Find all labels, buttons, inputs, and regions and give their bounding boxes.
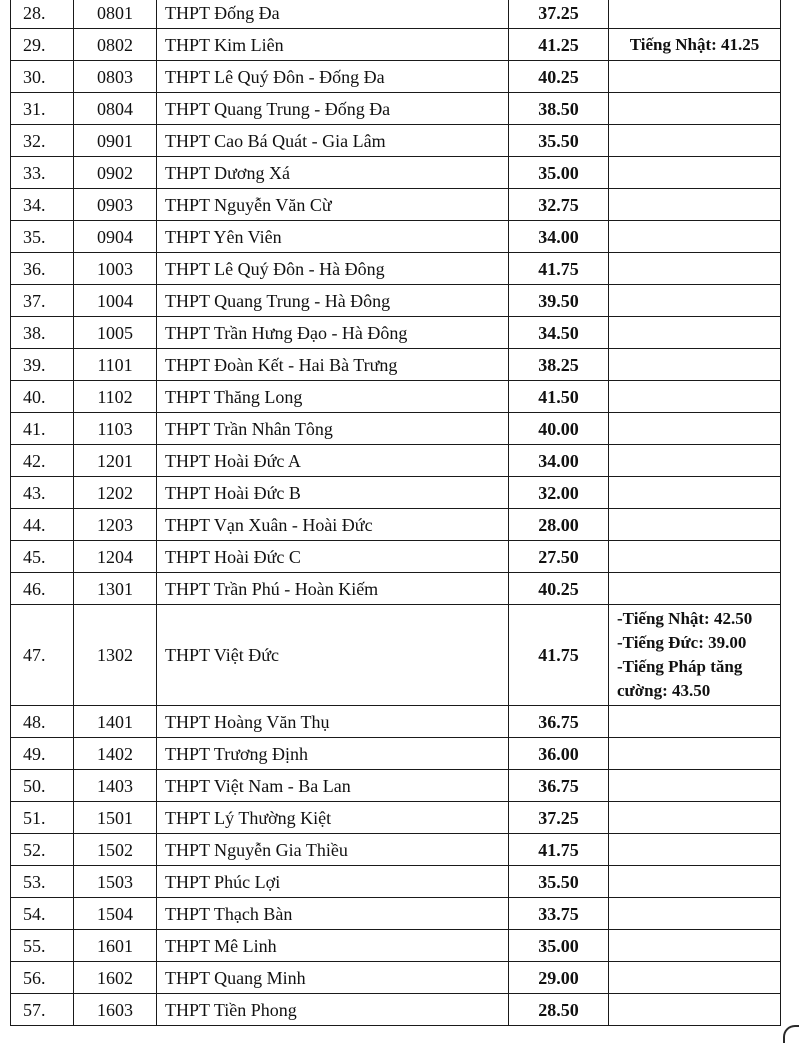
school-code: 1201 [74,445,157,477]
row-number: 54. [11,898,74,930]
table-row [11,509,781,541]
foreign-language-note [609,285,781,317]
table-row [11,317,781,349]
row-number: 52. [11,834,74,866]
cutoff-score: 35.50 [509,866,609,898]
row-number: 37. [11,285,74,317]
school-name: THPT Mê Linh [157,930,509,962]
school-code: 0904 [74,221,157,253]
school-code: 0804 [74,93,157,125]
row-number: 43. [11,477,74,509]
school-code: 1301 [74,573,157,605]
school-name: THPT Hoài Đức C [157,541,509,573]
table-row [11,930,781,962]
school-code: 1203 [74,509,157,541]
school-name: THPT Tiền Phong [157,994,509,1026]
table-row [11,834,781,866]
foreign-language-note [609,189,781,221]
cutoff-score: 41.75 [509,253,609,285]
foreign-language-note [609,0,781,29]
school-code: 1402 [74,738,157,770]
note-line: -Tiếng Nhật: 42.50 [617,609,753,628]
school-name: THPT Nguyễn Gia Thiều [157,834,509,866]
school-name: THPT Thăng Long [157,381,509,413]
row-number: 47. [11,605,74,706]
school-code: 1003 [74,253,157,285]
cutoff-score: 35.50 [509,125,609,157]
school-name: THPT Trương Định [157,738,509,770]
row-number: 46. [11,573,74,605]
table-row [11,61,781,93]
table-row [11,285,781,317]
cutoff-score: 40.25 [509,573,609,605]
school-name: THPT Đoàn Kết - Hai Bà Trưng [157,349,509,381]
table-row [11,413,781,445]
cutoff-score: 35.00 [509,157,609,189]
cutoff-score: 36.75 [509,706,609,738]
cutoff-score: 41.75 [509,605,609,706]
foreign-language-note [609,509,781,541]
school-name: THPT Lê Quý Đôn - Đống Đa [157,61,509,93]
school-code: 1503 [74,866,157,898]
foreign-language-note [609,413,781,445]
cutoff-score: 33.75 [509,898,609,930]
school-name: THPT Quang Trung - Hà Đông [157,285,509,317]
row-number: 50. [11,770,74,802]
admission-scores-table [10,0,781,1026]
table-row [11,221,781,253]
row-number: 32. [11,125,74,157]
school-code: 1501 [74,802,157,834]
table-row [11,477,781,509]
row-number: 41. [11,413,74,445]
school-name: THPT Lý Thường Kiệt [157,802,509,834]
cutoff-score: 35.00 [509,930,609,962]
school-name: THPT Trần Nhân Tông [157,413,509,445]
foreign-language-note [609,221,781,253]
row-number: 56. [11,962,74,994]
foreign-language-note [609,445,781,477]
row-number: 38. [11,317,74,349]
school-name: THPT Hoàng Văn Thụ [157,706,509,738]
table-row [11,802,781,834]
table-row [11,573,781,605]
foreign-language-note [609,349,781,381]
school-name: THPT Quang Trung - Đống Đa [157,93,509,125]
table-row [11,349,781,381]
school-code: 1602 [74,962,157,994]
foreign-language-note [609,898,781,930]
foreign-language-note [609,125,781,157]
school-code: 1603 [74,994,157,1026]
foreign-language-note [609,477,781,509]
row-number: 57. [11,994,74,1026]
table-row [11,381,781,413]
row-number: 55. [11,930,74,962]
foreign-language-note [609,317,781,349]
row-number: 44. [11,509,74,541]
table-body [11,0,781,1026]
foreign-language-note [609,253,781,285]
cutoff-score: 41.50 [509,381,609,413]
foreign-language-note [609,738,781,770]
page-edge-mark [783,1025,799,1043]
foreign-language-note [609,802,781,834]
table-row [11,125,781,157]
table-row [11,157,781,189]
row-number: 42. [11,445,74,477]
school-name: THPT Nguyễn Văn Cừ [157,189,509,221]
foreign-language-note [609,866,781,898]
school-code: 1101 [74,349,157,381]
school-code: 0901 [74,125,157,157]
school-code: 0902 [74,157,157,189]
school-name: THPT Hoài Đức B [157,477,509,509]
school-code: 1502 [74,834,157,866]
row-number: 45. [11,541,74,573]
school-code: 1302 [74,605,157,706]
table-row [11,962,781,994]
school-name: THPT Đống Đa [157,0,509,29]
school-code: 1005 [74,317,157,349]
school-code: 1102 [74,381,157,413]
note-line: -Tiếng Pháp tăng cường: 43.50 [617,657,743,700]
school-name: THPT Hoài Đức A [157,445,509,477]
cutoff-score: 32.00 [509,477,609,509]
school-name: THPT Dương Xá [157,157,509,189]
row-number: 48. [11,706,74,738]
school-name: THPT Kim Liên [157,29,509,61]
school-name: THPT Trần Phú - Hoàn Kiếm [157,573,509,605]
table-row [11,770,781,802]
table-row [11,541,781,573]
table-row [11,189,781,221]
foreign-language-note [609,770,781,802]
cutoff-score: 34.00 [509,221,609,253]
table-row [11,898,781,930]
school-code: 1601 [74,930,157,962]
school-name: THPT Cao Bá Quát - Gia Lâm [157,125,509,157]
row-number: 39. [11,349,74,381]
row-number: 40. [11,381,74,413]
cutoff-score: 39.50 [509,285,609,317]
table-row [11,445,781,477]
table-row [11,93,781,125]
school-name: THPT Lê Quý Đôn - Hà Đông [157,253,509,285]
note-line: Tiếng Nhật: 41.25 [629,34,760,54]
school-code: 1401 [74,706,157,738]
note-line: -Tiếng Đức: 39.00 [617,633,747,652]
cutoff-score: 38.25 [509,349,609,381]
foreign-language-note [609,962,781,994]
school-code: 1403 [74,770,157,802]
school-name: THPT Trần Hưng Đạo - Hà Đông [157,317,509,349]
school-code: 1004 [74,285,157,317]
school-code: 1504 [74,898,157,930]
school-name: THPT Quang Minh [157,962,509,994]
table-row [11,29,781,61]
cutoff-score: 28.50 [509,994,609,1026]
foreign-language-note [609,706,781,738]
cutoff-score: 40.00 [509,413,609,445]
school-name: THPT Yên Viên [157,221,509,253]
school-code: 0803 [74,61,157,93]
cutoff-score: 36.00 [509,738,609,770]
table-row [11,0,781,29]
row-number: 33. [11,157,74,189]
table-row [11,994,781,1026]
foreign-language-note [609,61,781,93]
cutoff-score: 41.75 [509,834,609,866]
foreign-language-note [609,157,781,189]
foreign-language-note [609,541,781,573]
row-number: 29. [11,29,74,61]
table-row [11,738,781,770]
row-number: 36. [11,253,74,285]
school-name: THPT Vạn Xuân - Hoài Đức [157,509,509,541]
table-row [11,866,781,898]
cutoff-score: 38.50 [509,93,609,125]
row-number: 49. [11,738,74,770]
foreign-language-note [609,381,781,413]
school-code: 0903 [74,189,157,221]
foreign-language-note [609,930,781,962]
cutoff-score: 29.00 [509,962,609,994]
cutoff-score: 28.00 [509,509,609,541]
foreign-language-note [609,29,781,61]
row-number: 30. [11,61,74,93]
row-number: 28. [11,0,74,29]
school-name: THPT Phúc Lợi [157,866,509,898]
school-code: 0801 [74,0,157,29]
foreign-language-note [609,834,781,866]
table-row [11,253,781,285]
table-row [11,706,781,738]
cutoff-score: 34.50 [509,317,609,349]
school-code: 0802 [74,29,157,61]
table-row [11,605,781,706]
foreign-language-note [609,93,781,125]
school-name: THPT Thạch Bàn [157,898,509,930]
cutoff-score: 36.75 [509,770,609,802]
cutoff-score: 34.00 [509,445,609,477]
cutoff-score: 37.25 [509,0,609,29]
cutoff-score: 32.75 [509,189,609,221]
row-number: 51. [11,802,74,834]
row-number: 34. [11,189,74,221]
school-name: THPT Việt Đức [157,605,509,706]
row-number: 53. [11,866,74,898]
school-code: 1202 [74,477,157,509]
foreign-language-note [609,573,781,605]
cutoff-score: 27.50 [509,541,609,573]
cutoff-score: 41.25 [509,29,609,61]
cutoff-score: 37.25 [509,802,609,834]
cutoff-score: 40.25 [509,61,609,93]
school-code: 1204 [74,541,157,573]
foreign-language-note [609,605,781,706]
row-number: 35. [11,221,74,253]
row-number: 31. [11,93,74,125]
school-name: THPT Việt Nam - Ba Lan [157,770,509,802]
foreign-language-note [609,994,781,1026]
school-code: 1103 [74,413,157,445]
